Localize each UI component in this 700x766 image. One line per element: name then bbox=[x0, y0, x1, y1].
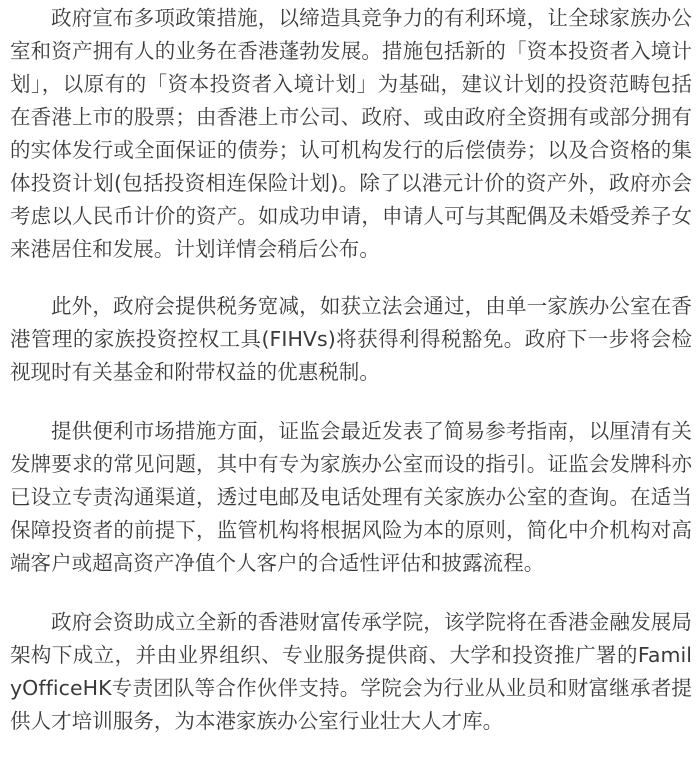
paragraph-tax-concession: 此外，政府会提供税务宽减，如获立法会通过，由单一家族办公室在香港管理的家族投资控权工具(FIHVs)将获得利得税豁免。政府下一步将会检视现时有关基金和附带权益的优惠税制。 bbox=[10, 294, 692, 384]
paragraph-wealth-academy: 政府会资助成立全新的香港财富传承学院，该学院将在香港金融发展局架构下成立，并由业界组织、专业服务提供商、大学和投资推广署的FamilyOfficeHK专责团队等合作伙伴支持。学院会为行业从业员和财富继承者提供人才培训服务，为本港家族办公室行业壮大人才库。 bbox=[10, 610, 692, 733]
article-body bbox=[10, 2, 692, 766]
paragraph-market-facilitation: 提供便利市场措施方面，证监会最近发表了简易参考指南，以厘清有关发牌要求的常见问题，其中有专为家族办公室而设的指引。证监会发牌科亦已设立专责沟通渠道，透过电邮及电话处理有关家族办公室的查询。在适当保障投资者的前提下，监管机构将根据风险为本的原则，简化中介机构对高端客户或超高资产净值个人客户的合适性评估和披露流程。 bbox=[10, 419, 692, 575]
paragraph-policy-measures: 政府宣布多项政策措施，以缔造具竞争力的有利环境，让全球家族办公室和资产拥有人的业务在香港蓬勃发展。措施包括新的「资本投资者入境计划」，以原有的「资本投资者入境计划」为基础，建议计划的投资范畴包括在香港上市的股票；由香港上市公司、政府、或由政府全资拥有或部分拥有的实体发行或全面保证的债券；认可机构发行的后偿债券；以及合资格的集体投资计划(包括投资相连保险计划)。除了以港元计价的资产外，政府亦会考虑以人民币计价的资产。如成功申请，申请人可与其配偶及未婚受养子女来港居住和发展。计划详情会稍后公布。 bbox=[10, 6, 692, 261]
